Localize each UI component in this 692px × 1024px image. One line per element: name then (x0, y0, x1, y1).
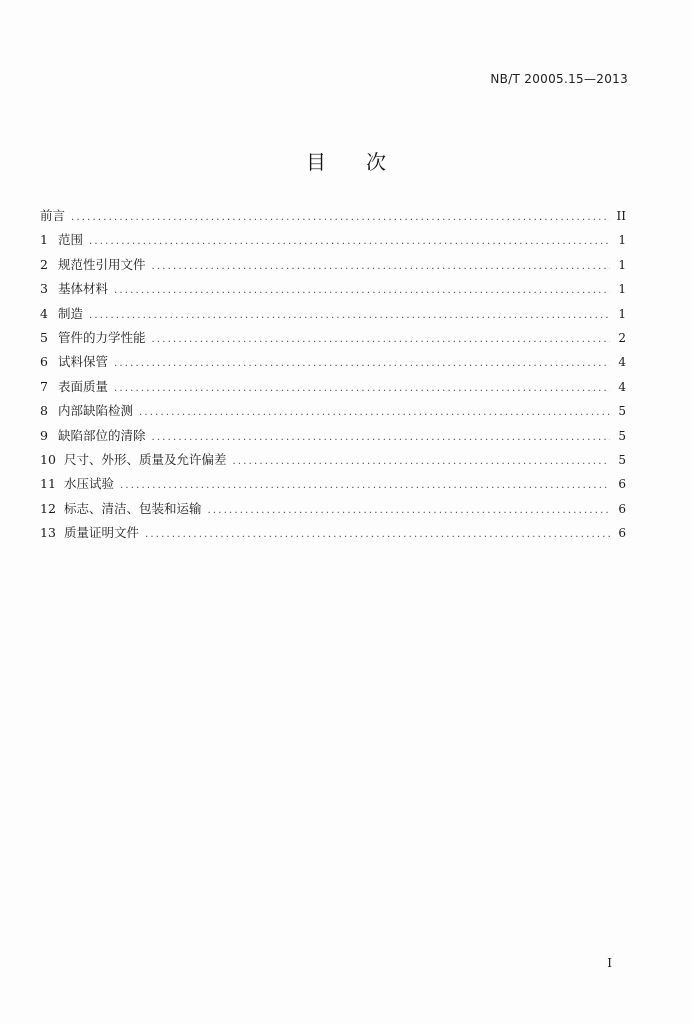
toc-label: 内部缺陷检测 (58, 403, 134, 419)
toc-leader-dots (145, 523, 610, 547)
toc-entry-foreword[interactable] (40, 204, 626, 228)
toc-leader-dots (114, 377, 610, 401)
toc-page-number: 5 (618, 428, 626, 443)
toc-page-number: 6 (618, 501, 626, 516)
toc-leader-dots (114, 279, 610, 303)
toc-leader-dots (89, 230, 610, 254)
toc-label: 标志、清洁、包装和运输 (64, 500, 202, 516)
toc-leader-dots (152, 426, 610, 450)
toc-label: 基体材料 (58, 281, 109, 297)
toc-label: 范围 (58, 232, 84, 248)
toc-section-number: 6 (40, 354, 48, 370)
toc-label: 表面质量 (58, 378, 109, 394)
toc-section-number: 9 (40, 427, 48, 443)
toc-entry-4[interactable] (40, 302, 626, 326)
toc-entry-7[interactable] (40, 375, 626, 399)
toc-section-number: 5 (40, 329, 48, 345)
toc-entry-9[interactable] (40, 424, 626, 448)
toc-entry-6[interactable] (40, 350, 626, 374)
toc-section-number: 3 (40, 281, 48, 297)
toc-page-number: 6 (618, 477, 626, 492)
toc-label: 质量证明文件 (64, 525, 140, 541)
toc-page-number: 1 (618, 233, 626, 248)
toc-page-number: 1 (618, 257, 626, 272)
toc-section-number: 2 (40, 256, 48, 272)
toc-label: 尺寸、外形、质量及允许偏差 (64, 451, 227, 467)
toc-page-number: II (616, 209, 626, 223)
toc-entry-10[interactable] (40, 448, 626, 472)
toc-label: 规范性引用文件 (58, 256, 146, 272)
toc-leader-dots (139, 401, 610, 425)
toc-entry-11[interactable] (40, 472, 626, 496)
toc-entry-1[interactable] (40, 228, 626, 252)
toc-section-number: 4 (40, 305, 48, 321)
toc-label: 水压试验 (64, 476, 115, 492)
toc-page-number: 5 (618, 452, 626, 467)
toc-page-number: 4 (618, 355, 626, 370)
toc-section-number: 12 (40, 500, 56, 516)
toc-leader-dots (152, 255, 610, 279)
toc-label: 前言 (40, 208, 66, 223)
toc-section-number: 7 (40, 378, 48, 394)
toc-leader-dots (233, 450, 610, 474)
toc-leader-dots (71, 206, 610, 230)
toc-label: 试料保管 (58, 354, 109, 370)
toc-page-number: 5 (618, 404, 626, 419)
toc-leader-dots (152, 328, 610, 352)
toc-entry-3[interactable] (40, 277, 626, 301)
toc-leader-dots (120, 474, 610, 498)
toc-page-number: 1 (618, 306, 626, 321)
table-of-contents (40, 204, 626, 545)
toc-label: 制造 (58, 305, 84, 321)
toc-section-number: 8 (40, 403, 48, 419)
toc-leader-dots (89, 304, 610, 328)
toc-page-number: 2 (618, 330, 626, 345)
page-number-footer: I (607, 956, 612, 970)
standard-code: NB/T 20005.15—2013 (490, 72, 628, 86)
page-title: 目次 (306, 150, 426, 174)
toc-section-number: 13 (40, 525, 56, 541)
toc-label: 管件的力学性能 (58, 329, 146, 345)
toc-page-number: 1 (618, 282, 626, 297)
toc-section-number: 10 (40, 451, 56, 467)
toc-entry-5[interactable] (40, 326, 626, 350)
toc-entry-2[interactable] (40, 253, 626, 277)
toc-entry-13[interactable] (40, 521, 626, 545)
toc-label: 缺陷部位的清除 (58, 427, 146, 443)
toc-section-number: 1 (40, 232, 48, 248)
toc-entry-12[interactable] (40, 497, 626, 521)
toc-leader-dots (114, 352, 610, 376)
toc-page-number: 4 (618, 379, 626, 394)
toc-entry-8[interactable] (40, 399, 626, 423)
toc-page-number: 6 (618, 526, 626, 541)
toc-leader-dots (208, 499, 610, 523)
toc-section-number: 11 (40, 476, 56, 492)
